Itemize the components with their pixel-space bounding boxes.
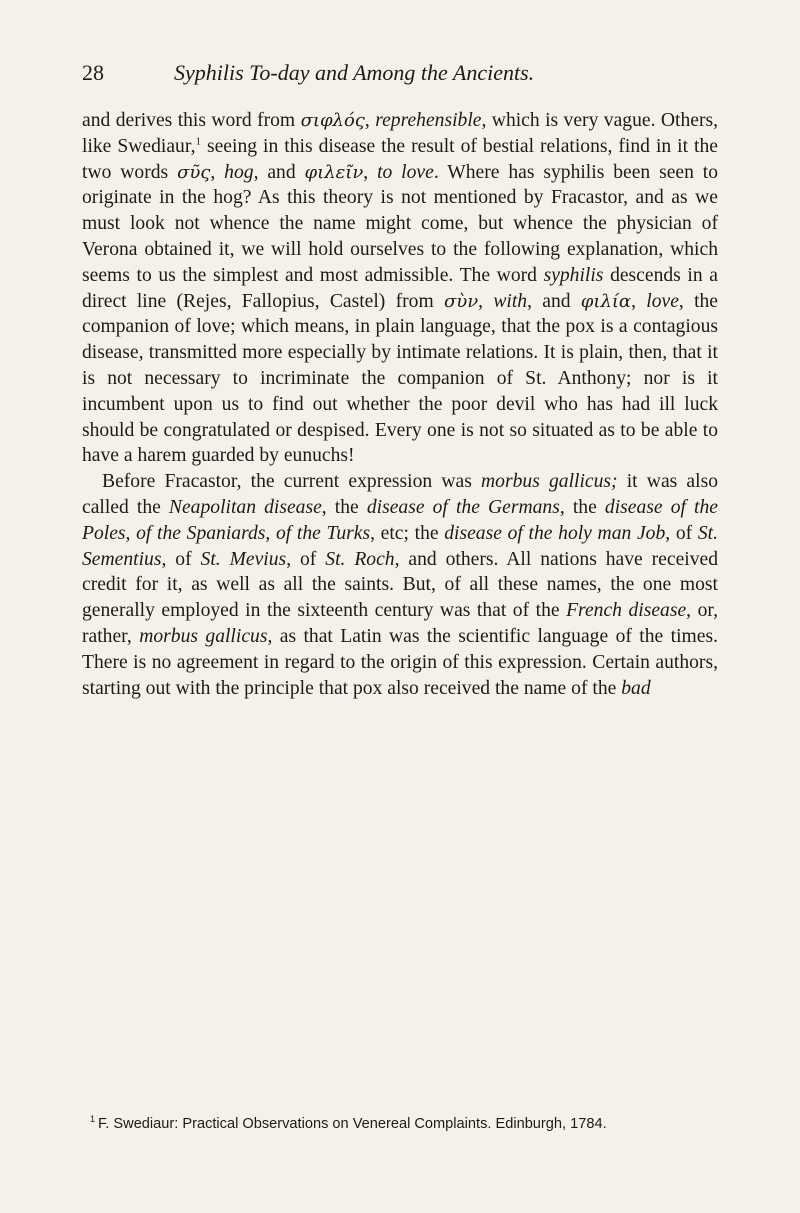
text-run: , the [559,496,605,518]
greek-word: φιλία [580,290,632,312]
footnote [82,1115,718,1133]
text-run: , the companion of love; which means, in plain language, that the pox is a contagious disease, transmitted more especially by intimate relations. It is plain, then, that it is not necessary to incriminate the companion of St. Anthony; nor is it incumbent upon us to find out whether the poor devil who has had ill luck should be congratulated or despised. Every one is not so situated as to be able to have a harem guarded by eunuchs! [82,290,719,467]
text-run: , or, rather, [82,600,719,647]
text-run: , [125,522,137,544]
text-run: , the [321,496,367,518]
italic-term: morbus gallicus [139,625,268,647]
italic-term: disease of the holy man Job [444,522,666,544]
text-run: , [364,110,376,131]
page-number: 28 [82,60,104,85]
italic-term: reprehensible [375,110,482,131]
text-run: , [363,161,378,183]
italic-term: French disease [566,600,687,622]
greek-word: φιλεῖν [304,161,364,183]
page-header [82,60,718,90]
text-run: , and [253,161,305,183]
italic-term: Neapolitan disease [168,496,322,518]
text-run: , and others. All nations have received credit for it, as well as all the saints. But, of all these names, the one most generally employed in the sixteenth century was that of the [82,548,718,622]
italic-term: to love [377,161,434,183]
greek-word: σὺν [443,290,479,312]
italic-term: morbus gallicus; [481,471,618,493]
text-run: seeing in this disease the result of bestial relations, find in it the two words [82,135,718,183]
italic-term: disease of the Germans [366,496,560,518]
greek-word: σῦς [177,161,211,183]
text-run: . Where has syphilis been seen to originate in the hog? As this theory is not mentioned by Fracastor, and as we must look not whence the name might come, but whence the physician of Verona obtained it, we will hold ourselves to the following explanation, which seems to us the simplest and most admissible. The word [82,161,719,286]
text-run: , as that Latin was the scientific language of the times. There is no agreement in regard to the origin of this expression. Certain authors, starting out with the principle that pox also received the name of the [82,625,718,699]
footnote-text: F. Swediaur: Practical Observations on Venereal Complaints. Edinburgh, 1784. [98,1116,607,1132]
body-text [82,108,718,701]
italic-term: St. Sementius [82,522,718,570]
paragraph [82,469,718,701]
italic-term: St. Roch [325,548,395,570]
running-title: Syphilis To-day and Among the Ancients. [174,60,535,85]
italic-term: with [493,290,528,312]
text-run: , [478,290,494,312]
text-run: , which is very vague. Others, like Swediaur, [82,110,719,157]
text-run: , of [161,548,201,570]
italic-term: of the Turks [275,522,371,544]
text-run: , [265,522,276,544]
greek-word: σιφλός [300,110,365,131]
text-run: , [631,290,647,312]
text-run: , and [527,290,581,312]
italic-term: bad [621,677,651,699]
text-run: , of [665,522,698,544]
italic-term: St. Mevius [200,548,287,570]
paragraph [82,108,718,469]
italic-term: syphilis [543,264,604,286]
italic-term: love [646,290,679,312]
text-run: , of [286,548,326,570]
text-run: descends in a direct line (Rejes, Fallopius, Castel) from [82,264,718,312]
text-run: , [210,161,225,183]
text-run: Before Fracastor, the current expression was [102,471,482,493]
italic-term: disease of the Poles [82,496,718,544]
text-run: and derives this word from [82,110,301,131]
italic-term: of the Spaniards [136,522,266,544]
text-run: it was also called the [82,471,718,518]
footnote-marker: 1 [90,1114,96,1125]
italic-term: hog [224,161,254,183]
text-run: , etc; the [370,522,445,544]
footnote-reference: 1 [195,135,201,148]
